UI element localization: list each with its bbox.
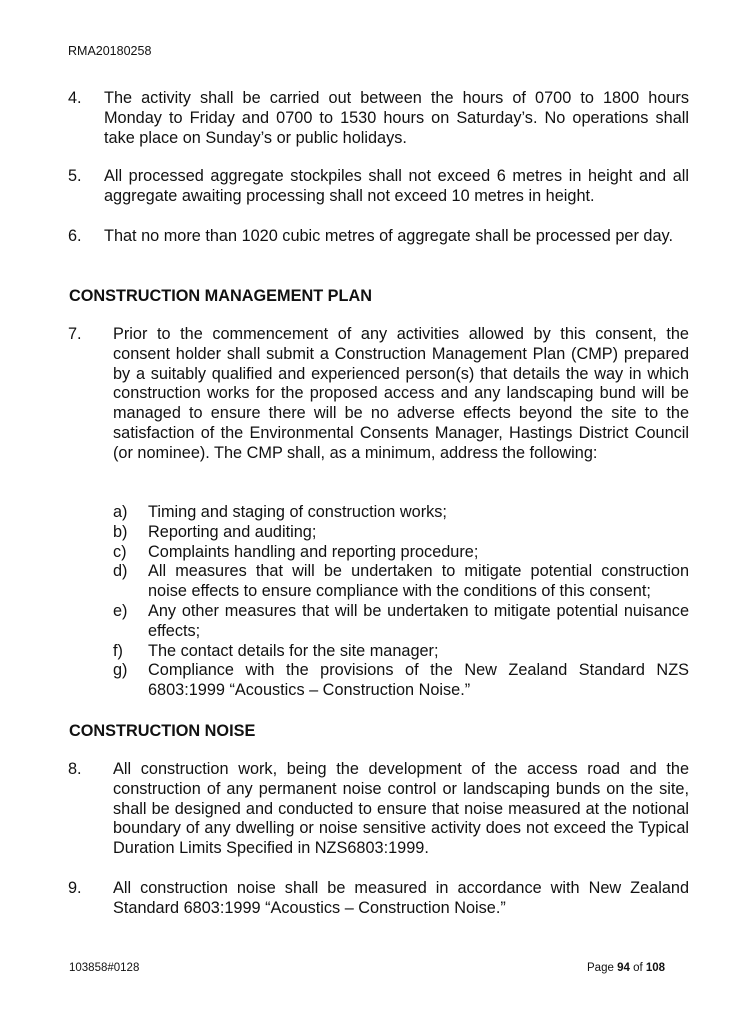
list-item-text: All measures that will be undertaken to mitigate potential construction noise effects to ensure compliance with the conditions of this consent; [148,562,689,601]
of-label: of [633,962,643,974]
list-item-label: f) [113,641,123,660]
condition-number: 7. [68,325,82,343]
list-item [113,602,689,642]
condition-7 [68,325,689,464]
condition-text: Prior to the commencement of any activities allowed by this consent, the consent holder shall submit a Construction Management Plan (CMP) prepared by a suitably qualified and experienced person(s) that details the way in which construction works for the proposed access and any landscaping bund will be managed to ensure there will be no adverse effects beyond the site to the satisfaction of the Environmental Consents Manager, Hastings District Council (or nominee). The CMP shall, as a minimum, address the following: [113,325,689,462]
page-number: 94 [617,962,630,974]
condition-8 [68,760,689,859]
list-item-text: Reporting and auditing; [148,522,317,541]
condition-6 [68,227,689,247]
list-item-label: g) [113,661,128,680]
section-heading-noise: CONSTRUCTION NOISE [69,722,256,740]
list-item [113,642,689,662]
condition-text: All processed aggregate stockpiles shall not exceed 6 metres in height and all aggregate awaiting processing shall not exceed 10 metres in height. [104,167,689,205]
document-reference: RMA20180258 [68,44,152,58]
list-item-label: e) [113,601,128,620]
condition-number: 9. [68,879,82,897]
condition-5 [68,167,689,207]
condition-number: 6. [68,227,82,245]
list-item [113,503,689,523]
list-item [113,562,689,602]
list-item-label: a) [113,503,128,521]
condition-number: 8. [68,760,82,778]
section-heading-cmp: CONSTRUCTION MANAGEMENT PLAN [69,287,372,305]
condition-number: 5. [68,167,82,185]
condition-text: All construction work, being the development of the access road and the construction of any permanent noise control or landscaping bunds on the site, shall be designed and conducted to ensure that noise measured at the notional boundary of any dwelling or noise sensitive activity does not exceed the Typical Duration Limits Specified in NZS6803:1999. [113,760,689,858]
list-item-label: c) [113,542,127,561]
list-item [113,523,689,543]
condition-9 [68,879,689,919]
condition-number: 4. [68,89,82,107]
condition-4 [68,89,689,148]
list-item-label: d) [113,562,128,581]
page-label: Page [587,962,614,974]
condition-text: That no more than 1020 cubic metres of aggregate shall be processed per day. [104,227,673,245]
document-id: 103858#0128 [69,962,140,974]
list-item-text: The contact details for the site manager; [148,641,439,660]
list-item-text: Timing and staging of construction works; [148,503,447,521]
cmp-requirements-list [113,503,689,701]
condition-text: All construction noise shall be measured in accordance with New Zealand Standard 6803:1999 “Acoustics – Construction Noise.” [113,879,689,917]
list-item [113,661,689,701]
list-item [113,543,689,563]
list-item-label: b) [113,522,128,541]
list-item-text: Compliance with the provisions of the New Zealand Standard NZS 6803:1999 “Acoustics – Construction Noise.” [148,661,689,700]
list-item-text: Complaints handling and reporting procedure; [148,542,479,561]
condition-text: The activity shall be carried out between the hours of 0700 to 1800 hours Monday to Friday and 0700 to 1530 hours on Saturday’s. No operations shall take place on Sunday’s or public holidays. [104,89,689,147]
total-pages: 108 [645,962,666,974]
page-indicator [587,962,665,974]
list-item-text: Any other measures that will be undertaken to mitigate potential nuisance effects; [148,601,689,640]
